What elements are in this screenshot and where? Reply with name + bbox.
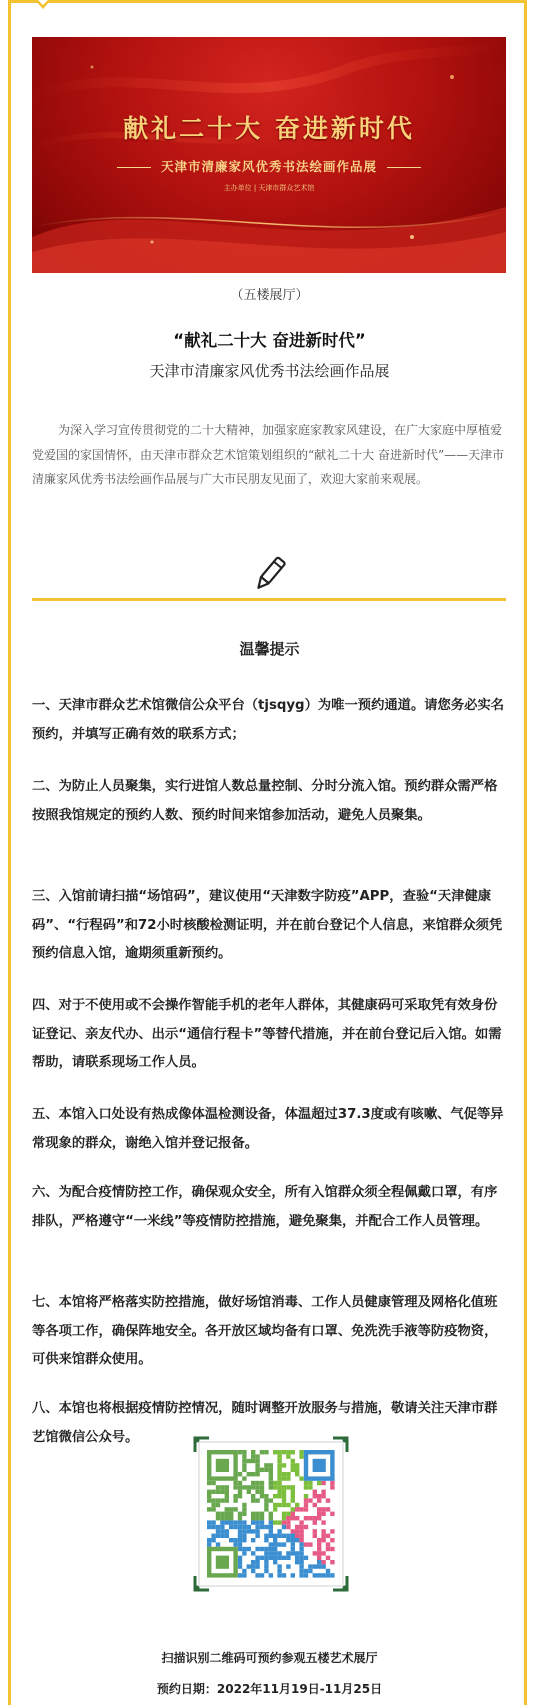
tip-item: 六、为配合疫情防控工作，确保观众安全，所有入馆群众须全程佩戴口罩，有序排队，严格遵守“一米线”等疫情防控措施，避免聚集，并配合工作人员管理。 xyxy=(32,1185,498,1229)
banner-ribbons xyxy=(32,37,506,273)
tip-item: 八、本馆也将根据疫情防控情况，随时调整开放服务与措施，敬请关注天津市群艺馆微信公众号。 xyxy=(32,1401,498,1445)
frame-notch-icon xyxy=(35,0,51,12)
banner-subtitle-text: 天津市清廉家风优秀书法绘画作品展 xyxy=(160,159,377,174)
banner-rule-right xyxy=(387,167,421,168)
tips-title: 温馨提示 xyxy=(239,640,300,658)
exhibition-banner xyxy=(32,37,506,273)
banner-rule-left xyxy=(117,167,151,168)
scan-instruction: 扫描识别二维码可预约参观五楼艺术展厅 xyxy=(161,1651,378,1665)
banner-subtitle xyxy=(32,157,506,175)
booking-date: 预约日期：2022年11月19日-11月25日 xyxy=(156,1682,383,1696)
tip-item: 三、入馆前请扫描“场馆码”，建议使用“天津数字防疫”APP，查验“天津健康码”、“行程码”和72小时核酸检测证明，并在前台登记个人信息，来馆群众须凭预约信息入馆，逾期须重新预约。 xyxy=(32,889,503,961)
tip-item: 五、本馆入口处设有热成像体温检测设备，体温超过37.3度或有咳嗽、气促等异常现象的群众，谢绝入馆并登记报备。 xyxy=(32,1107,504,1151)
tip-item: 四、对于不使用或不会操作智能手机的老年人群体，其健康码可采取凭有效身份证登记、亲友代办、出示“通信行程卡”等替代措施，并在前台登记后入馆。如需帮助，请联系现场工作人员。 xyxy=(32,998,502,1070)
qr-code[interactable] xyxy=(193,1436,349,1592)
page-subtitle: 天津市清廉家风优秀书法绘画作品展 xyxy=(149,362,390,380)
page-title: “献礼二十大 奋进新时代” xyxy=(173,331,366,350)
tip-item: 七、本馆将严格落实防控措施，做好场馆消毒、工作人员健康管理及网格化值班等各项工作，确保阵地安全。各开放区域均备有口罩、免洗洗手液等防疫物资，可供来馆群众使用。 xyxy=(32,1295,498,1367)
floor-label: （五楼展厅） xyxy=(230,288,309,303)
tip-item: 一、天津市群众艺术馆微信公众平台（tjsqyg）为唯一预约通道。请您务必实名预约，并填写正确有效的联系方式； xyxy=(32,698,505,742)
pencil-icon xyxy=(250,554,290,594)
banner-organizer: 主办单位 | 天津市群众艺术馆 xyxy=(223,184,315,192)
intro-paragraph: 为深入学习宣传贯彻党的二十大精神，加强家庭家教家风建设，在广大家庭中厚植爱党爱国的家国情怀，由天津市群众艺术馆策划组织的“献礼二十大 奋进新时代”——天津市清廉家风优秀书法绘画作品展与广大市民朋友见面了，欢迎大家前来观展。 xyxy=(32,423,505,486)
banner-title: 献礼二十大 奋进新时代 xyxy=(123,114,415,143)
section-divider xyxy=(32,598,506,601)
tip-item: 二、为防止人员聚集，实行进馆人数总量控制、分时分流入馆。预约群众需严格按照我馆规定的预约人数、预约时间来馆参加活动，避免人员聚集。 xyxy=(32,779,498,823)
